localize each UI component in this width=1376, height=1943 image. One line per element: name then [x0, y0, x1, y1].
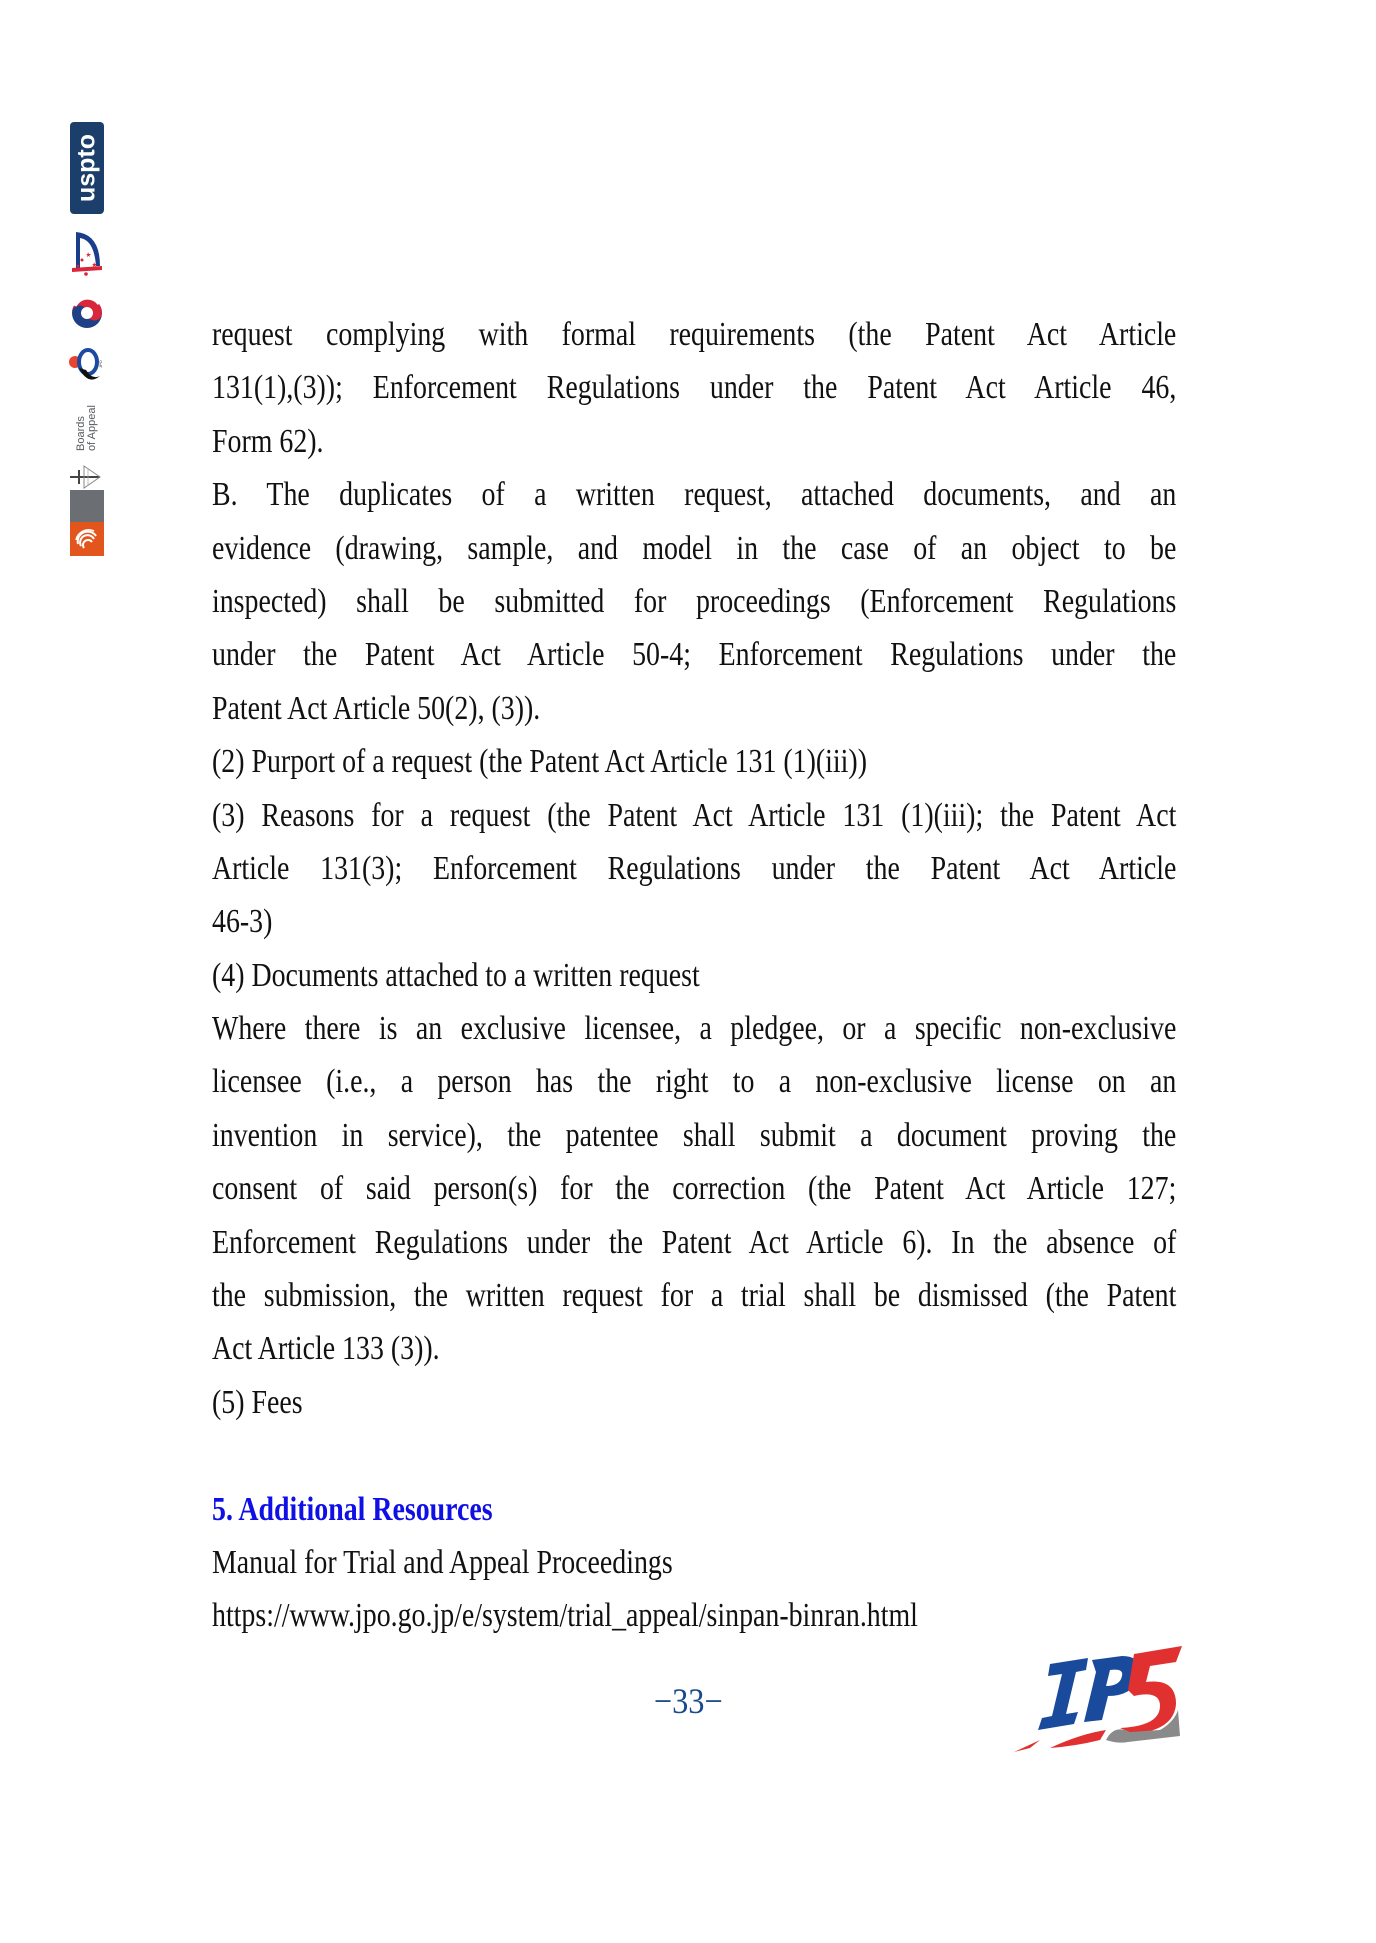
epo-logo — [70, 490, 104, 556]
body-line: 46-3) — [212, 903, 273, 941]
ip5-partner-logos — [66, 118, 108, 560]
body-line: Act Article 133 (3)). — [212, 1330, 440, 1368]
ip5-logo-icon — [1010, 1640, 1190, 1760]
section-heading: 5. Additional Resources — [212, 1490, 493, 1528]
epo-logo-grey-panel — [70, 490, 104, 522]
body-line: (3) Reasons for a request (the Patent Act Article 131 (1)(iii); the Patent Act — [212, 796, 1177, 834]
body-line: evidence (drawing, sample, and model in the case of an object to be — [212, 529, 1177, 567]
body-line: request complying with formal requirements (the Patent Act Article — [212, 316, 1177, 353]
resource-url-link[interactable]: https://www.jpo.go.jp/e/system/trial_appeal/sinpan-binran.html — [212, 1597, 918, 1635]
body-line: the submission, the written request for a trial shall be dismissed (the Patent — [212, 1277, 1177, 1315]
resource-title: Manual for Trial and Appeal Proceedings — [212, 1543, 673, 1581]
page-number-text: −33− — [653, 1681, 723, 1721]
cnipa-logo-icon — [66, 222, 108, 280]
boards-of-appeal-line2: of Appeal — [86, 405, 98, 451]
body-line: Article 131(3); Enforcement Regulations under the Patent Act Article — [212, 849, 1177, 887]
boards-of-appeal-logo — [66, 394, 108, 462]
jpo-logo-icon — [66, 340, 108, 390]
body-line: (2) Purport of a request (the Patent Act Article 131 (1)(iii)) — [212, 743, 868, 781]
body-line: Enforcement Regulations under the Patent Act Article 6). In the absence of — [212, 1223, 1177, 1261]
body-line: consent of said person(s) for the correction (the Patent Act Article 127; — [212, 1170, 1177, 1208]
epo-fingerprint-icon — [70, 522, 104, 556]
body-line: licensee (i.e., a person has the right to a non-exclusive license on an — [212, 1063, 1177, 1101]
body-line: under the Patent Act Article 50-4; Enforcement Regulations under the — [212, 636, 1177, 674]
uspto-logo-text: uspto — [72, 133, 101, 203]
body-line: B. The duplicates of a written request, attached documents, and an — [212, 476, 1177, 514]
kipo-taegeuk-icon — [66, 292, 108, 334]
body-line: Form 62). — [212, 422, 324, 460]
uspto-logo — [70, 122, 104, 214]
body-line: (5) Fees — [212, 1383, 303, 1421]
boards-of-appeal-line1: Boards — [75, 416, 87, 451]
body-line: invention in service), the patentee shall submit a document proving the — [212, 1116, 1177, 1154]
blank-line — [212, 1429, 1176, 1482]
body-line: (4) Documents attached to a written request — [212, 956, 700, 994]
body-line: Where there is an exclusive licensee, a pledgee, or a specific non-exclusive — [212, 1010, 1177, 1048]
svg-text:JPO: JPO — [98, 360, 103, 368]
scales-of-justice-icon — [66, 462, 108, 492]
body-line: inspected) shall be submitted for proceedings (Enforcement Regulations — [212, 582, 1177, 620]
document-body — [212, 308, 1176, 1643]
body-line: 131(1),(3)); Enforcement Regulations under the Patent Act Article 46, — [212, 369, 1177, 407]
body-line: Patent Act Article 50(2), (3)). — [212, 689, 541, 727]
boards-of-appeal-text — [76, 405, 98, 451]
